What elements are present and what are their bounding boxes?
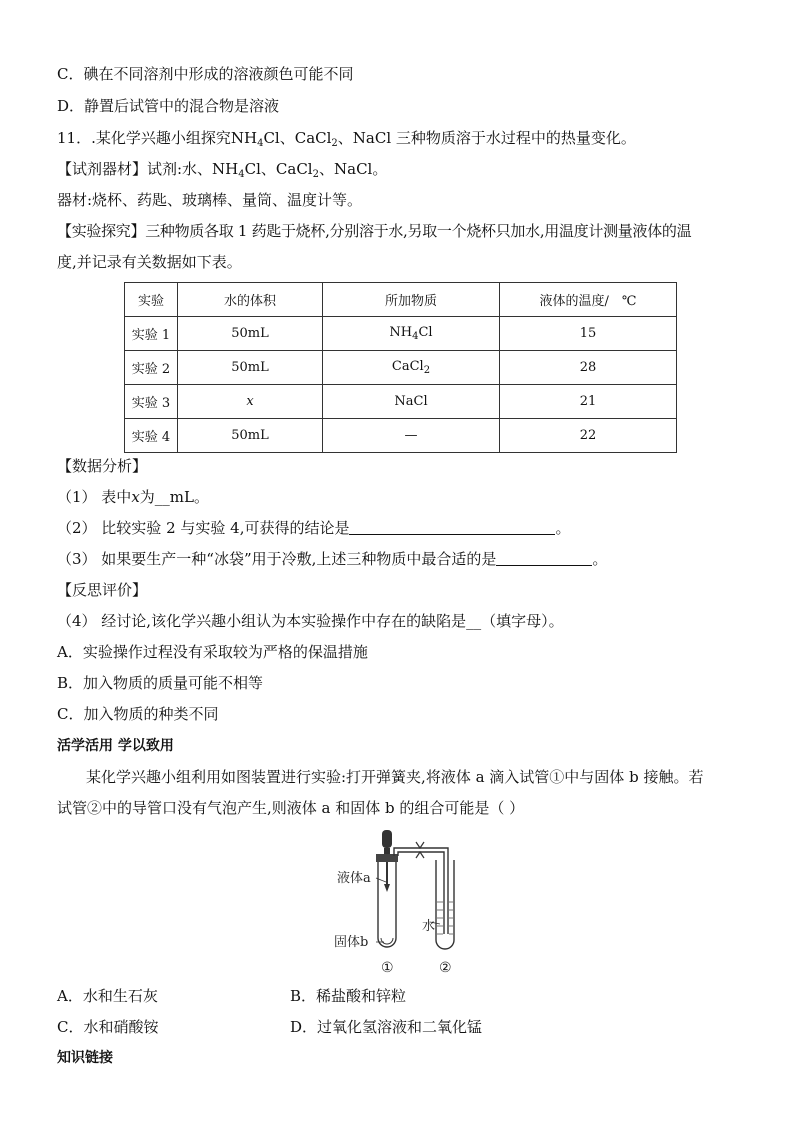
section-heading-apply: 活学活用 学以致用 [57,738,174,754]
dropper-bulb [382,830,392,848]
reagents-line: 【试剂器材】试剂:水、$NH_4Cl$、CaCl$_2$、NaCl。 [57,160,388,180]
question-11: 11．.某化学兴趣小组探究$NH_4Cl$、CaCl$_2$、NaCl 三种物质溶于水过程中的热量变化。 [57,129,636,149]
apparatus-figure [330,826,480,978]
answer-option-b[interactable]: B．稀盐酸和锌粒 [290,987,407,1005]
table-row [125,317,677,351]
table-cell: 50mL [178,351,323,385]
table-header: 液体的温度/ ℃ [500,283,677,317]
explore-line-2: 度,并记录有关数据如下表。 [57,253,242,271]
section-heading-link: 知识链接 [57,1050,113,1066]
answer-blank[interactable] [496,551,592,566]
table-cell: 实验 4 [125,419,178,453]
table-cell: 实验 1 [125,317,178,351]
option-c-prev: C．碘在不同溶剂中形成的溶液颜色可能不同 [57,65,354,83]
answer-option-a[interactable]: A．水和生石灰 [57,987,158,1005]
sub-question-3: （3） 如果要生产一种“冰袋”用于冷敷,上述三种物质中最合适的是 。 [57,550,608,568]
sub-question-1: （1） 表中x为__mL。 [57,488,209,506]
table-cell: 21 [500,385,677,419]
q4-option-b: B．加入物质的质量可能不相等 [57,674,264,692]
water-level [437,902,453,934]
label-water: 水 [422,919,436,934]
label-tube-2: ② [439,960,452,976]
apply-line-1: 某化学兴趣小组利用如图装置进行实验:打开弹簧夹,将液体 a 滴入试管①中与固体 b 接触。若 [86,768,704,786]
q4-option-c: C．加入物质的种类不同 [57,705,219,723]
table-cell: 15 [500,317,677,351]
table-header: 所加物质 [323,283,500,317]
data-table [124,282,677,453]
table-cell: 50mL [178,317,323,351]
option-d-prev: D．静置后试管中的混合物是溶液 [57,97,280,115]
table-header: 水的体积 [178,283,323,317]
table-row [125,351,677,385]
table-row [125,419,677,453]
answer-option-c[interactable]: C．水和硝酸铵 [57,1018,159,1036]
table-cell: 22 [500,419,677,453]
label-tube-1: ① [381,960,394,976]
q4-option-a: A．实验操作过程没有采取较为严格的保温措施 [57,643,368,661]
label-solid-b: 固体b [334,935,369,950]
reflect-heading: 【反思评价】 [57,581,148,599]
table-cell: — [323,419,500,453]
sub-question-2: （2） 比较实验 2 与实验 4,可获得的结论是 。 [57,519,571,537]
test-tube-2 [436,860,454,949]
answer-option-d[interactable]: D．过氧化氢溶液和二氧化锰 [290,1018,483,1036]
equipment-line: 器材:烧杯、药匙、玻璃棒、量筒、温度计等。 [57,191,363,209]
table-cell: 50mL [178,419,323,453]
stopper [376,854,398,862]
table-cell: CaCl$_2$ [323,351,500,385]
table-header: 实验 [125,283,178,317]
sub-question-4: （4） 经讨论,该化学兴趣小组认为本实验操作中存在的缺陷是__（填字母）。 [57,612,564,630]
explore-line-1: 【实验探究】三种物质各取 1 药匙于烧杯,分别溶于水,另取一个烧杯只加水,用温度计测量液体的温 [57,222,692,240]
analysis-heading: 【数据分析】 [57,457,148,475]
table-cell: NaCl [323,385,500,419]
answer-blank[interactable] [349,520,555,535]
table-header-row [125,283,677,317]
table-cell: 实验 2 [125,351,178,385]
spring-clip [416,842,424,858]
table-cell: 实验 3 [125,385,178,419]
apply-line-2: 试管②中的导管口没有气泡产生,则液体 a 和固体 b 的组合可能是（ ） [57,799,525,817]
delivery-tube [394,848,448,934]
table-cell: 28 [500,351,677,385]
table-cell: x [178,385,323,419]
table-cell: $NH_4Cl$ [323,317,500,351]
table-row [125,385,677,419]
label-liquid-a: 液体a [337,871,371,886]
